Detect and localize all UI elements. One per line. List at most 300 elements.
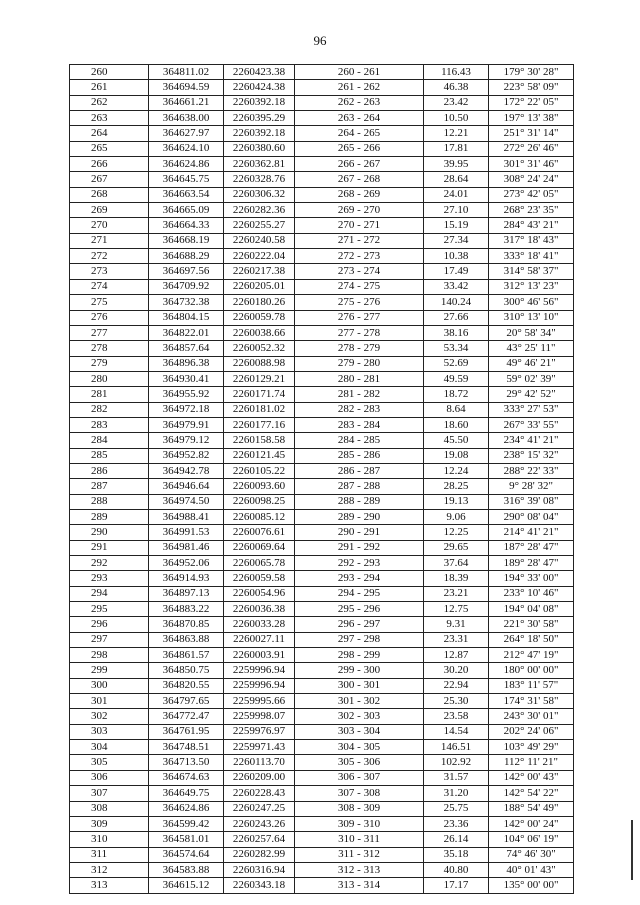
point-number-cell: 308 <box>70 801 149 816</box>
point-number-cell: 311 <box>70 847 149 862</box>
segment-length-cell: 23.42 <box>424 95 489 110</box>
segment-length-cell: 12.75 <box>424 602 489 617</box>
x-coordinate-cell: 364661.21 <box>149 95 224 110</box>
segment-length-cell: 8.64 <box>424 402 489 417</box>
segment-cell: 274 - 275 <box>295 279 424 294</box>
table-row <box>70 801 574 816</box>
point-number-cell: 281 <box>70 387 149 402</box>
y-coordinate-cell: 2260036.38 <box>224 602 295 617</box>
point-number-cell: 303 <box>70 724 149 739</box>
segment-length-cell: 49.59 <box>424 371 489 386</box>
y-coordinate-cell: 2260282.99 <box>224 847 295 862</box>
point-number-cell: 294 <box>70 586 149 601</box>
segment-length-cell: 17.17 <box>424 878 489 893</box>
x-coordinate-cell: 364804.15 <box>149 310 224 325</box>
y-coordinate-cell: 2260158.58 <box>224 433 295 448</box>
y-coordinate-cell: 2260392.18 <box>224 126 295 141</box>
y-coordinate-cell: 2259971.43 <box>224 740 295 755</box>
point-number-cell: 275 <box>70 295 149 310</box>
direction-angle-cell: 183° 11' 57" <box>489 678 574 693</box>
point-number-cell: 307 <box>70 786 149 801</box>
direction-angle-cell: 142° 54' 22" <box>489 786 574 801</box>
direction-angle-cell: 290° 08' 04" <box>489 509 574 524</box>
direction-angle-cell: 187° 28' 47" <box>489 540 574 555</box>
segment-length-cell: 23.36 <box>424 816 489 831</box>
point-number-cell: 264 <box>70 126 149 141</box>
table-row <box>70 233 574 248</box>
x-coordinate-cell: 364896.38 <box>149 356 224 371</box>
point-number-cell: 306 <box>70 770 149 785</box>
y-coordinate-cell: 2260217.38 <box>224 264 295 279</box>
x-coordinate-cell: 364863.88 <box>149 632 224 647</box>
x-coordinate-cell: 364688.29 <box>149 249 224 264</box>
direction-angle-cell: 317° 18' 43" <box>489 233 574 248</box>
y-coordinate-cell: 2260306.32 <box>224 187 295 202</box>
segment-cell: 295 - 296 <box>295 602 424 617</box>
y-coordinate-cell: 2260362.81 <box>224 157 295 172</box>
segment-length-cell: 18.39 <box>424 571 489 586</box>
point-number-cell: 310 <box>70 832 149 847</box>
segment-cell: 293 - 294 <box>295 571 424 586</box>
x-coordinate-cell: 364709.92 <box>149 279 224 294</box>
segment-cell: 264 - 265 <box>295 126 424 141</box>
segment-cell: 285 - 286 <box>295 448 424 463</box>
segment-cell: 280 - 281 <box>295 371 424 386</box>
x-coordinate-cell: 364930.41 <box>149 371 224 386</box>
direction-angle-cell: 180° 00' 00" <box>489 663 574 678</box>
table-row <box>70 694 574 709</box>
direction-angle-cell: 142° 00' 24" <box>489 816 574 831</box>
table-row <box>70 80 574 95</box>
direction-angle-cell: 142° 00' 43" <box>489 770 574 785</box>
table-row <box>70 310 574 325</box>
direction-angle-cell: 316° 39' 08" <box>489 494 574 509</box>
direction-angle-cell: 251° 31' 14" <box>489 126 574 141</box>
table-row <box>70 678 574 693</box>
y-coordinate-cell: 2260003.91 <box>224 648 295 663</box>
table-row <box>70 356 574 371</box>
x-coordinate-cell: 364668.19 <box>149 233 224 248</box>
y-coordinate-cell: 2260328.76 <box>224 172 295 187</box>
x-coordinate-cell: 364713.50 <box>149 755 224 770</box>
direction-angle-cell: 104° 06' 19" <box>489 832 574 847</box>
table-row <box>70 417 574 432</box>
direction-angle-cell: 172° 22' 05" <box>489 95 574 110</box>
x-coordinate-cell: 364979.91 <box>149 417 224 432</box>
y-coordinate-cell: 2260282.36 <box>224 203 295 218</box>
segment-length-cell: 46.38 <box>424 80 489 95</box>
table-row <box>70 571 574 586</box>
segment-cell: 261 - 262 <box>295 80 424 95</box>
direction-angle-cell: 264° 18' 50" <box>489 632 574 647</box>
x-coordinate-cell: 364955.92 <box>149 387 224 402</box>
table-row <box>70 264 574 279</box>
direction-angle-cell: 197° 13' 38" <box>489 111 574 126</box>
direction-angle-cell: 135° 00' 00" <box>489 878 574 893</box>
table-row <box>70 878 574 893</box>
direction-angle-cell: 301° 31' 46" <box>489 157 574 172</box>
x-coordinate-cell: 364952.06 <box>149 556 224 571</box>
x-coordinate-cell: 364942.78 <box>149 463 224 478</box>
direction-angle-cell: 174° 31' 58" <box>489 694 574 709</box>
point-number-cell: 296 <box>70 617 149 632</box>
table-row <box>70 371 574 386</box>
x-coordinate-cell: 364772.47 <box>149 709 224 724</box>
direction-angle-cell: 194° 04' 08" <box>489 602 574 617</box>
table-row <box>70 341 574 356</box>
segment-cell: 275 - 276 <box>295 295 424 310</box>
segment-cell: 303 - 304 <box>295 724 424 739</box>
segment-length-cell: 40.80 <box>424 862 489 877</box>
table-row <box>70 648 574 663</box>
y-coordinate-cell: 2260054.96 <box>224 586 295 601</box>
direction-angle-cell: 112° 11' 21" <box>489 755 574 770</box>
segment-length-cell: 18.72 <box>424 387 489 402</box>
direction-angle-cell: 223° 58' 09" <box>489 80 574 95</box>
point-number-cell: 265 <box>70 141 149 156</box>
y-coordinate-cell: 2260180.26 <box>224 295 295 310</box>
segment-cell: 309 - 310 <box>295 816 424 831</box>
point-number-cell: 272 <box>70 249 149 264</box>
direction-angle-cell: 233° 10' 46" <box>489 586 574 601</box>
segment-length-cell: 15.19 <box>424 218 489 233</box>
table-row <box>70 249 574 264</box>
x-coordinate-cell: 364574.64 <box>149 847 224 862</box>
segment-cell: 262 - 263 <box>295 95 424 110</box>
point-number-cell: 289 <box>70 509 149 524</box>
direction-angle-cell: 194° 33' 00" <box>489 571 574 586</box>
y-coordinate-cell: 2260222.04 <box>224 249 295 264</box>
table-row <box>70 387 574 402</box>
direction-angle-cell: 59° 02' 39" <box>489 371 574 386</box>
point-number-cell: 267 <box>70 172 149 187</box>
table-row <box>70 494 574 509</box>
direction-angle-cell: 212° 47' 19" <box>489 648 574 663</box>
segment-cell: 296 - 297 <box>295 617 424 632</box>
segment-cell: 269 - 270 <box>295 203 424 218</box>
segment-length-cell: 53.34 <box>424 341 489 356</box>
x-coordinate-cell: 364857.64 <box>149 341 224 356</box>
segment-cell: 284 - 285 <box>295 433 424 448</box>
segment-cell: 292 - 293 <box>295 556 424 571</box>
point-number-cell: 279 <box>70 356 149 371</box>
segment-cell: 263 - 264 <box>295 111 424 126</box>
segment-length-cell: 10.50 <box>424 111 489 126</box>
segment-length-cell: 23.21 <box>424 586 489 601</box>
segment-cell: 281 - 282 <box>295 387 424 402</box>
y-coordinate-cell: 2260085.12 <box>224 509 295 524</box>
segment-cell: 287 - 288 <box>295 479 424 494</box>
point-number-cell: 262 <box>70 95 149 110</box>
segment-length-cell: 27.34 <box>424 233 489 248</box>
table-row <box>70 755 574 770</box>
point-number-cell: 270 <box>70 218 149 233</box>
segment-cell: 299 - 300 <box>295 663 424 678</box>
direction-angle-cell: 188° 54' 49" <box>489 801 574 816</box>
direction-angle-cell: 234° 41' 21" <box>489 433 574 448</box>
point-number-cell: 283 <box>70 417 149 432</box>
table-row <box>70 218 574 233</box>
segment-length-cell: 12.24 <box>424 463 489 478</box>
table-row <box>70 724 574 739</box>
y-coordinate-cell: 2260088.98 <box>224 356 295 371</box>
segment-length-cell: 19.08 <box>424 448 489 463</box>
table-row <box>70 862 574 877</box>
x-coordinate-cell: 364981.46 <box>149 540 224 555</box>
segment-length-cell: 19.13 <box>424 494 489 509</box>
segment-cell: 286 - 287 <box>295 463 424 478</box>
segment-length-cell: 102.92 <box>424 755 489 770</box>
point-number-cell: 295 <box>70 602 149 617</box>
table-row <box>70 740 574 755</box>
point-number-cell: 302 <box>70 709 149 724</box>
direction-angle-cell: 333° 27' 53" <box>489 402 574 417</box>
table-row <box>70 479 574 494</box>
table-row <box>70 602 574 617</box>
table-row <box>70 632 574 647</box>
table-row <box>70 279 574 294</box>
y-coordinate-cell: 2259996.94 <box>224 663 295 678</box>
segment-length-cell: 45.50 <box>424 433 489 448</box>
y-coordinate-cell: 2260392.18 <box>224 95 295 110</box>
point-number-cell: 300 <box>70 678 149 693</box>
x-coordinate-cell: 364850.75 <box>149 663 224 678</box>
point-number-cell: 271 <box>70 233 149 248</box>
segment-length-cell: 39.95 <box>424 157 489 172</box>
segment-length-cell: 29.65 <box>424 540 489 555</box>
table-row <box>70 463 574 478</box>
direction-angle-cell: 43° 25' 11" <box>489 341 574 356</box>
point-number-cell: 305 <box>70 755 149 770</box>
point-number-cell: 301 <box>70 694 149 709</box>
page-number: 96 <box>313 33 327 48</box>
table-row <box>70 816 574 831</box>
x-coordinate-cell: 364664.33 <box>149 218 224 233</box>
point-number-cell: 293 <box>70 571 149 586</box>
x-coordinate-cell: 364988.41 <box>149 509 224 524</box>
point-number-cell: 273 <box>70 264 149 279</box>
direction-angle-cell: 288° 22' 33" <box>489 463 574 478</box>
x-coordinate-cell: 364663.54 <box>149 187 224 202</box>
point-number-cell: 286 <box>70 463 149 478</box>
x-coordinate-cell: 364624.86 <box>149 157 224 172</box>
segment-length-cell: 37.64 <box>424 556 489 571</box>
direction-angle-cell: 308° 24' 24" <box>489 172 574 187</box>
point-number-cell: 299 <box>70 663 149 678</box>
y-coordinate-cell: 2260240.58 <box>224 233 295 248</box>
direction-angle-cell: 20° 58' 34" <box>489 325 574 340</box>
x-coordinate-cell: 364883.22 <box>149 602 224 617</box>
x-coordinate-cell: 364897.13 <box>149 586 224 601</box>
y-coordinate-cell: 2260243.26 <box>224 816 295 831</box>
direction-angle-cell: 267° 33' 55" <box>489 417 574 432</box>
direction-angle-cell: 310° 13' 10" <box>489 310 574 325</box>
direction-angle-cell: 179° 30' 28" <box>489 65 574 80</box>
segment-length-cell: 24.01 <box>424 187 489 202</box>
segment-cell: 260 - 261 <box>295 65 424 80</box>
y-coordinate-cell: 2260255.27 <box>224 218 295 233</box>
direction-angle-cell: 238° 15' 32" <box>489 448 574 463</box>
x-coordinate-cell: 364624.10 <box>149 141 224 156</box>
segment-length-cell: 28.25 <box>424 479 489 494</box>
y-coordinate-cell: 2260257.64 <box>224 832 295 847</box>
segment-cell: 267 - 268 <box>295 172 424 187</box>
segment-length-cell: 146.51 <box>424 740 489 755</box>
y-coordinate-cell: 2259998.07 <box>224 709 295 724</box>
y-coordinate-cell: 2260205.01 <box>224 279 295 294</box>
segment-cell: 298 - 299 <box>295 648 424 663</box>
table-row <box>70 617 574 632</box>
y-coordinate-cell: 2260098.25 <box>224 494 295 509</box>
segment-length-cell: 10.38 <box>424 249 489 264</box>
direction-angle-cell: 9° 28' 32" <box>489 479 574 494</box>
y-coordinate-cell: 2260059.78 <box>224 310 295 325</box>
segment-cell: 268 - 269 <box>295 187 424 202</box>
segment-length-cell: 9.06 <box>424 509 489 524</box>
point-number-cell: 266 <box>70 157 149 172</box>
segment-cell: 297 - 298 <box>295 632 424 647</box>
direction-angle-cell: 268° 23' 35" <box>489 203 574 218</box>
segment-length-cell: 25.30 <box>424 694 489 709</box>
segment-length-cell: 23.31 <box>424 632 489 647</box>
table-row <box>70 126 574 141</box>
segment-cell: 300 - 301 <box>295 678 424 693</box>
segment-cell: 266 - 267 <box>295 157 424 172</box>
segment-length-cell: 22.94 <box>424 678 489 693</box>
table-row <box>70 770 574 785</box>
point-number-cell: 287 <box>70 479 149 494</box>
segment-cell: 279 - 280 <box>295 356 424 371</box>
direction-angle-cell: 74° 46' 30" <box>489 847 574 862</box>
segment-cell: 308 - 309 <box>295 801 424 816</box>
x-coordinate-cell: 364638.00 <box>149 111 224 126</box>
table-row <box>70 586 574 601</box>
x-coordinate-cell: 364697.56 <box>149 264 224 279</box>
point-number-cell: 284 <box>70 433 149 448</box>
segment-length-cell: 12.87 <box>424 648 489 663</box>
table-row <box>70 111 574 126</box>
segment-cell: 278 - 279 <box>295 341 424 356</box>
x-coordinate-cell: 364979.12 <box>149 433 224 448</box>
segment-length-cell: 140.24 <box>424 295 489 310</box>
segment-cell: 271 - 272 <box>295 233 424 248</box>
table-row <box>70 663 574 678</box>
segment-length-cell: 25.75 <box>424 801 489 816</box>
direction-angle-cell: 333° 18' 41" <box>489 249 574 264</box>
direction-angle-cell: 243° 30' 01" <box>489 709 574 724</box>
segment-length-cell: 14.54 <box>424 724 489 739</box>
table-row <box>70 203 574 218</box>
x-coordinate-cell: 364649.75 <box>149 786 224 801</box>
point-number-cell: 288 <box>70 494 149 509</box>
segment-length-cell: 23.58 <box>424 709 489 724</box>
table-row <box>70 295 574 310</box>
point-number-cell: 274 <box>70 279 149 294</box>
table-row <box>70 832 574 847</box>
coordinates-table <box>69 64 574 894</box>
table-row <box>70 709 574 724</box>
point-number-cell: 276 <box>70 310 149 325</box>
x-coordinate-cell: 364861.57 <box>149 648 224 663</box>
table-row <box>70 556 574 571</box>
segment-cell: 294 - 295 <box>295 586 424 601</box>
x-coordinate-cell: 364748.51 <box>149 740 224 755</box>
x-coordinate-cell: 364797.65 <box>149 694 224 709</box>
point-number-cell: 277 <box>70 325 149 340</box>
point-number-cell: 263 <box>70 111 149 126</box>
y-coordinate-cell: 2260033.28 <box>224 617 295 632</box>
y-coordinate-cell: 2260171.74 <box>224 387 295 402</box>
y-coordinate-cell: 2260038.66 <box>224 325 295 340</box>
segment-cell: 290 - 291 <box>295 525 424 540</box>
point-number-cell: 280 <box>70 371 149 386</box>
table-row <box>70 95 574 110</box>
segment-length-cell: 17.49 <box>424 264 489 279</box>
x-coordinate-cell: 364972.18 <box>149 402 224 417</box>
segment-cell: 289 - 290 <box>295 509 424 524</box>
segment-cell: 283 - 284 <box>295 417 424 432</box>
segment-cell: 272 - 273 <box>295 249 424 264</box>
x-coordinate-cell: 364627.97 <box>149 126 224 141</box>
table-row <box>70 433 574 448</box>
table-row <box>70 525 574 540</box>
segment-cell: 307 - 308 <box>295 786 424 801</box>
segment-cell: 270 - 271 <box>295 218 424 233</box>
segment-cell: 276 - 277 <box>295 310 424 325</box>
y-coordinate-cell: 2260069.64 <box>224 540 295 555</box>
point-number-cell: 285 <box>70 448 149 463</box>
table-row <box>70 402 574 417</box>
x-coordinate-cell: 364974.50 <box>149 494 224 509</box>
direction-angle-cell: 214° 41' 21" <box>489 525 574 540</box>
y-coordinate-cell: 2260177.16 <box>224 417 295 432</box>
table-row <box>70 187 574 202</box>
direction-angle-cell: 189° 28' 47" <box>489 556 574 571</box>
x-coordinate-cell: 364674.63 <box>149 770 224 785</box>
x-coordinate-cell: 364694.59 <box>149 80 224 95</box>
x-coordinate-cell: 364624.86 <box>149 801 224 816</box>
segment-cell: 306 - 307 <box>295 770 424 785</box>
segment-length-cell: 35.18 <box>424 847 489 862</box>
table-row <box>70 172 574 187</box>
point-number-cell: 297 <box>70 632 149 647</box>
y-coordinate-cell: 2260395.29 <box>224 111 295 126</box>
x-coordinate-cell: 364665.09 <box>149 203 224 218</box>
y-coordinate-cell: 2260052.32 <box>224 341 295 356</box>
y-coordinate-cell: 2259996.94 <box>224 678 295 693</box>
direction-angle-cell: 49° 46' 21" <box>489 356 574 371</box>
y-coordinate-cell: 2260228.43 <box>224 786 295 801</box>
point-number-cell: 268 <box>70 187 149 202</box>
direction-angle-cell: 29° 42' 52" <box>489 387 574 402</box>
table-row <box>70 786 574 801</box>
segment-cell: 291 - 292 <box>295 540 424 555</box>
y-coordinate-cell: 2260129.21 <box>224 371 295 386</box>
segment-length-cell: 38.16 <box>424 325 489 340</box>
segment-cell: 288 - 289 <box>295 494 424 509</box>
direction-angle-cell: 221° 30' 58" <box>489 617 574 632</box>
y-coordinate-cell: 2260209.00 <box>224 770 295 785</box>
table-row <box>70 141 574 156</box>
table-row <box>70 325 574 340</box>
segment-length-cell: 28.64 <box>424 172 489 187</box>
segment-cell: 302 - 303 <box>295 709 424 724</box>
segment-length-cell: 12.21 <box>424 126 489 141</box>
segment-cell: 301 - 302 <box>295 694 424 709</box>
direction-angle-cell: 202° 24' 06" <box>489 724 574 739</box>
x-coordinate-cell: 364991.53 <box>149 525 224 540</box>
x-coordinate-cell: 364732.38 <box>149 295 224 310</box>
